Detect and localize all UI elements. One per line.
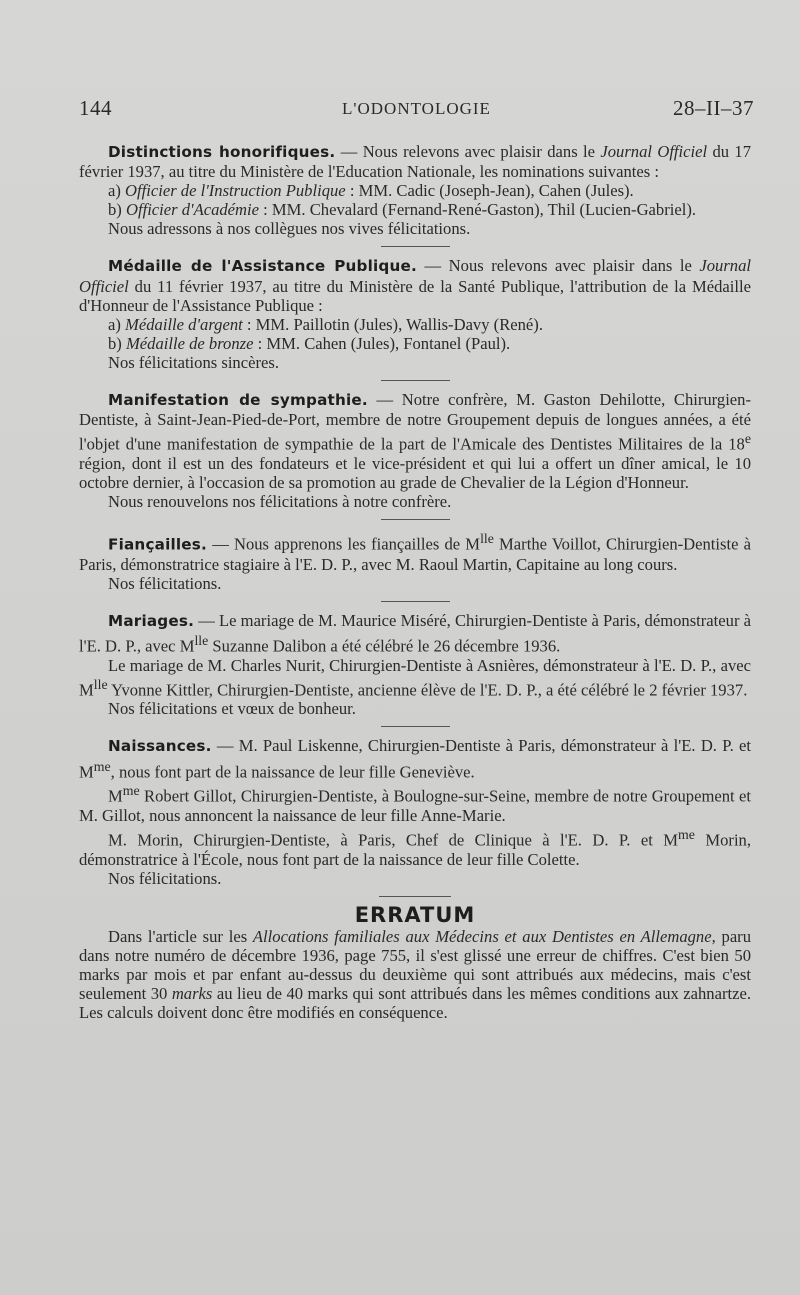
list-item [79,334,751,353]
issue-date: 28–II–37 [673,96,754,120]
paragraph [79,390,751,492]
closing-line: Nous renouvelons nos félicitations à notre confrère. [108,492,452,512]
text-run: du 11 février 1937, au titre du Ministère de la Santé Publique, l'attribution de la Médaille d'Honneur de l'Assistance Publique : [79,276,751,315]
section-distinctions [79,142,751,238]
section-heading: Naissances. [108,737,212,756]
superscript: lle [93,676,108,692]
closing-line: Nos félicitations sincères. [108,352,279,372]
text-run: — Nous relevons avec plaisir dans le [417,256,700,276]
closing-line: Nos félicitations. [108,868,222,888]
section-divider [381,246,450,247]
paragraph [79,611,751,656]
paragraph [79,142,751,181]
paragraph [79,656,751,700]
section-divider [379,896,451,897]
text-run: Le mariage de M. Charles Nurit, Chirurgien-Dentiste à Asnières, démonstrateur à l'E. D. P., avec M [79,655,751,700]
text-run: — Nous relevons avec plaisir dans le [335,142,601,161]
emphasis: marks [171,984,213,1004]
text-run: au lieu de 40 marks qui sont attribués dans les mêmes conditions aux zahnartze. Les calculs doivent donc être modifiés en conséquence. [79,984,751,1023]
section-heading: Fiançailles. [108,535,208,554]
section-heading: Distinctions honorifiques. [108,143,336,161]
running-header [79,96,754,126]
closing-line: Nos félicitations. [108,573,222,593]
section-divider [381,726,450,727]
text-run: , nous font part de la naissance de leur fille Geneviève. [110,762,475,782]
section-heading: Mariages. [108,611,195,630]
paragraph [79,529,751,574]
honor-title: Officier de l'Instruction Publique [125,181,346,201]
medal-title: Médaille d'argent [125,314,243,334]
superscript: me [93,758,111,774]
journal-reference: Journal Officiel [79,256,752,296]
item-marker: a) [108,314,126,334]
text-run: Marthe Voillot, Chirurgien-Dentiste à Paris, démonstratrice stagiaire à l'E. D. P., avec M. Raoul Martin, Capitaine au long cours. [79,534,751,574]
text-run: Morin, démonstratrice à l'École, nous font part de la naissance de leur fille Colette. [79,830,751,869]
text-run: : MM. Cahen (Jules), Fontanel (Paul). [253,333,511,353]
text-run: : MM. Chevalard (Fernand-René-Gaston), Thil (Lucien-Gabriel). [259,200,697,220]
text-run: : MM. Cadic (Joseph-Jean), Cahen (Jules). [345,181,634,201]
text-run: du 17 février 1937, au titre du Ministère de l'Education Nationale, les nominations suivantes : [79,142,752,182]
section-heading: Médaille de l'Assistance Publique. [108,257,417,276]
paragraph [79,256,751,314]
journal-title: L'ODONTOLOGIE [342,99,491,118]
text-run: — M. Paul Liskenne, Chirurgien-Dentiste à Paris, démonstrateur à l'E. D. P. et M [79,736,751,782]
section-fiancailles [79,529,751,593]
list-item [79,200,751,219]
section-divider [381,380,450,381]
text-run: : MM. Paillotin (Jules), Wallis-Davy (René). [242,314,543,334]
text-run: — Le mariage de M. Maurice Miséré, Chirurgien-Dentiste à Paris, démonstrateur à l'E. D. P., avec M [79,610,751,656]
text-run: — Nous apprenons les fiançailles de M [207,534,481,554]
list-item [79,315,751,334]
text-run: Yvonne Kittler, Chirurgien-Dentiste, ancienne élève de l'E. D. P., a été célébré le 2 février 1937. [107,680,748,700]
text-run: Robert Gillot, Chirurgien-Dentiste, à Boulogne-sur-Seine, membre de notre Groupement et M. Gillot, nous annoncent la naissance de leur fille Anne-Marie. [79,786,751,825]
paragraph [79,825,751,869]
section-erratum [79,902,752,1023]
item-marker: a) [108,181,126,201]
paragraph [79,927,751,1022]
text-run: M. Morin, Chirurgien-Dentiste, à Paris, Chef de Clinique à l'E. D. P. et M [108,830,679,850]
superscript: me [122,783,140,799]
section-naissances [79,736,751,887]
section-divider [381,601,450,602]
paragraph [79,736,751,781]
text-run: , paru dans notre numéro de décembre 1936, page 755, il s'est glissé une erreur de chiffres. C'est bien 50 marks par mois et par enfant au-dessus du deuxième qui sont attribués aux médecins, mais c'est seulement 30 [79,926,752,1004]
superscript: lle [480,531,494,547]
article-body [79,142,751,1022]
closing-line: Nous adressons à nos collègues nos vives félicitations. [108,219,471,239]
item-marker: b) [108,333,126,353]
honor-title: Officier d'Académie [125,200,260,220]
section-mariages [79,611,751,719]
page-number: 144 [79,96,112,120]
superscript: lle [194,633,209,649]
text-run: M [108,786,123,806]
text-run: Suzanne Dalibon a été célébré le 26 décembre 1936. [208,636,561,656]
text-run: Dans l'article sur les [108,926,253,946]
list-item [79,181,751,200]
article-reference: Allocations familiales aux Médecins et aux Dentistes en Allemagne [252,926,712,946]
journal-reference: Journal Officiel [600,142,708,161]
item-marker: b) [108,200,126,220]
text-run: région, dont il est un des fondateurs et le vice-président et qui lui a offert un dîner amical, le 10 octobre dernier, à l'occasion de sa promotion au grade de Chevalier de la Légion d'Honneur. [79,453,751,492]
erratum-title: ERRATUM [354,902,476,927]
superscript: me [678,826,695,842]
closing-line: Nos félicitations et vœux de bonheur. [108,699,356,719]
superscript: e [744,431,751,447]
section-divider [381,519,450,520]
paragraph [79,781,751,825]
section-heading: Manifestation de sympathie. [108,391,368,410]
text-run: — Notre confrère, M. Gaston Dehilotte, Chirurgien-Dentiste, à Saint-Jean-Pied-de-Port, membre de notre Groupement depuis de longues années, a été l'objet d'une manifestation de sympathie de la part de l'Amicale des Dentistes Militaires de la 18 [79,390,751,454]
medal-title: Médaille de bronze [125,333,254,353]
section-sympathie [79,390,751,511]
section-medaille [79,256,751,372]
